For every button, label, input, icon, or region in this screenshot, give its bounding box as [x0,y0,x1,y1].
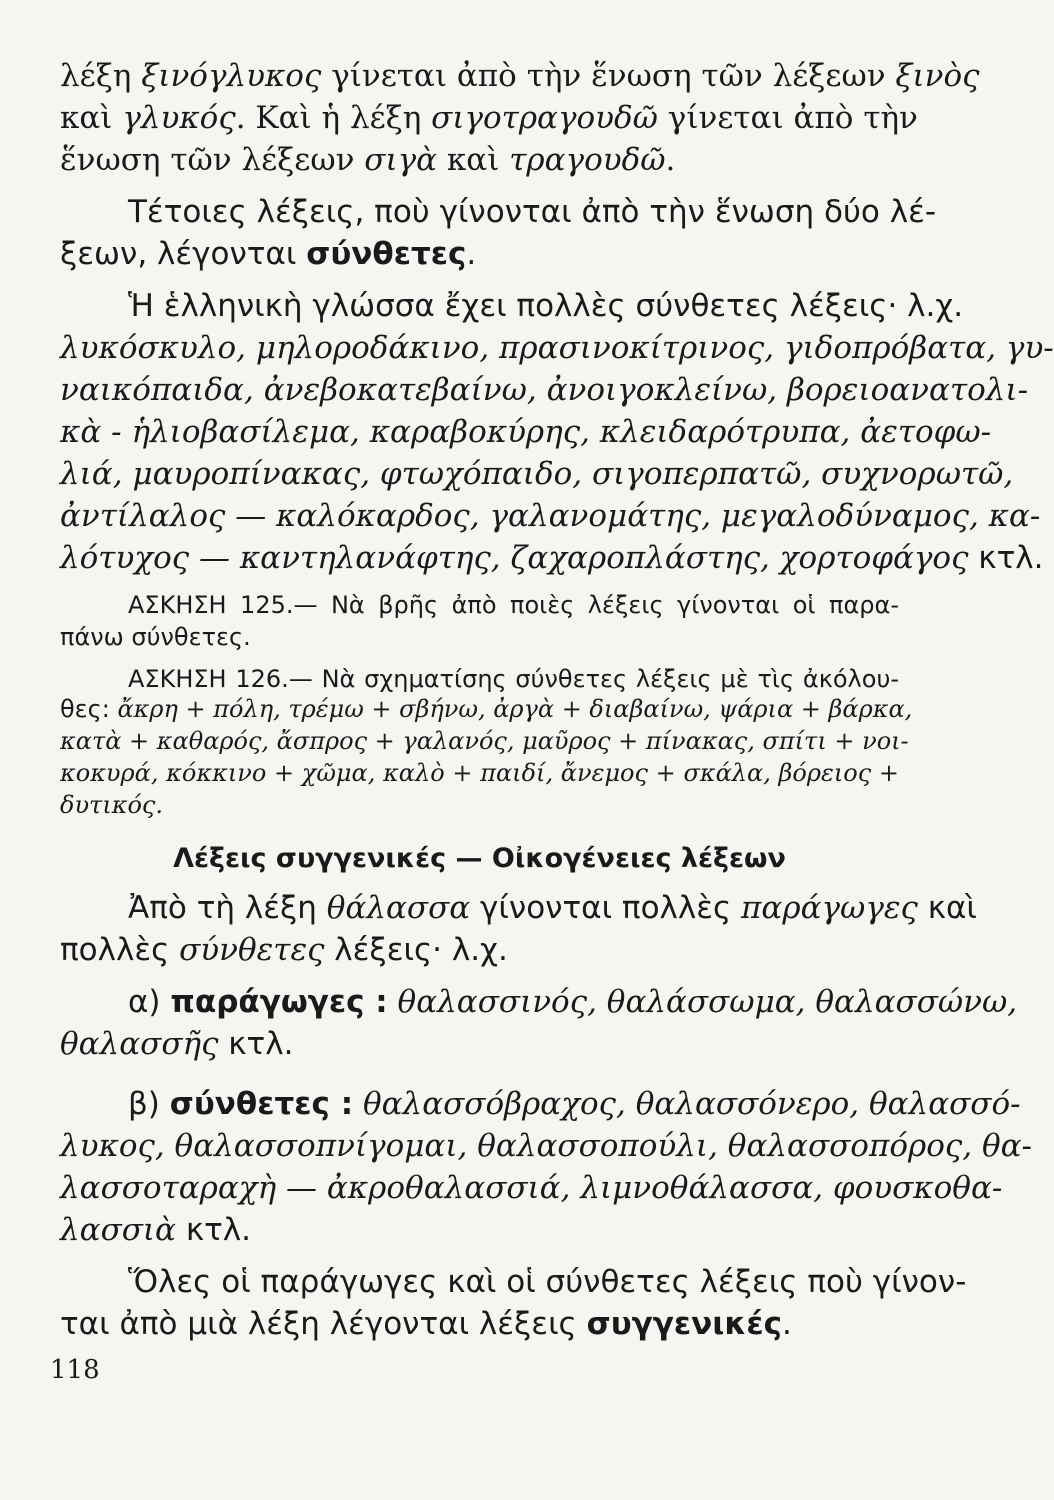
text-line: θαλασσῆς κτλ. [60,1026,294,1062]
text-line: κατὰ + καθαρός, ἄσπρος + γαλανός, μαῦρος + πίνακας, σπίτι + νοι- [60,727,909,755]
text-line: κοκυρά, κόκκινο + χῶμα, καλὸ + παιδί, ἄνεμος + σκάλα, βόρειος + [60,759,899,787]
exercise-126 [60,663,913,823]
text-line: ναικόπαιδα, ἀνεβοκατεβαίνω, ἀνοιγοκλείνω, βορειοανατολι- [60,372,1029,408]
paragraph-7 [60,1261,967,1345]
text-line: λιά, μαυροπίνακας, φτωχόπαιδο, σιγοπερπατῶ, συχνορωτῶ, [60,456,1014,492]
text-line: δυτικός. [60,791,163,819]
text-line: λυκόσκυλο, μηλοροδάκινο, πρασινοκίτρινος, γιδοπρόβατα, γυ- [60,330,1054,366]
text-line: κὰ - ἡλιοβασίλεμα, καραβοκύρης, κλειδαρότρυπα, ἀετοφω- [60,414,992,450]
text-line: λότυχος — καντηλανάφτης, ζαχαροπλάστης, χορτοφάγος κτλ. [60,540,1044,576]
text-line: ται ἀπὸ μιὰ λέξη λέγονται λέξεις συγγενικές. [60,1306,792,1342]
paragraph-6 [60,1083,1033,1251]
text-line: Ἡ ἑλληνικὴ γλώσσα ἔχει πολλὲς σύνθετες λέξεις· λ.χ. [128,288,964,324]
text-line: λασσιὰ κτλ. [60,1212,251,1248]
text-line: λυκος, θαλασσοπνίγομαι, θαλασσοπούλι, θαλασσοπόρος, θα- [60,1128,1033,1164]
text-line: θες: ἄκρη + πόλη, τρέμω + σβήνω, ἀργὰ + διαβαίνω, ψάρια + βάρκα, [60,695,913,723]
text-line: Ἀπὸ τὴ λέξη θάλασσα γίνονται πολλὲς παράγωγες καὶ [128,890,977,926]
page-number: 118 [50,1355,100,1385]
text-line: ΑΣΚΗΣΗ 125.— Νὰ βρῆς ἀπὸ ποιὲς λέξεις γίνονται οἱ παρα- [128,591,899,619]
text-line: λασσοταραχὴ — ἀκροθαλασσιά, λιμνοθάλασσα, φουσκοθα- [60,1170,1003,1206]
section-heading: Λέξεις συγγενικές — Οἰκογένειες λέξεων [173,843,786,874]
text-line: ΑΣΚΗΣΗ 126.— Νὰ σχηματίσης σύνθετες λέξεις μὲ τὶς ἀκόλου- [128,665,899,693]
text-line: πολλὲς σύνθετες λέξεις· λ.χ. [60,932,508,968]
text-line: λέξη ξινόγλυκος γίνεται ἀπὸ τὴν ἕνωση τῶν λέξεων ξινὸς [60,58,980,94]
text-line: καὶ γλυκός. Καὶ ἡ λέξη σιγοτραγουδῶ γίνεται ἀπὸ τὴν [60,100,918,136]
paragraph-1 [60,55,980,181]
text-line: πάνω σύνθετες. [60,623,251,651]
paragraph-3 [60,285,1054,579]
text-line: ξεων, λέγονται σύνθετες. [60,236,477,272]
exercise-125 [60,589,899,653]
text-line: α) παράγωγες : θαλασσινός, θαλάσσωμα, θαλασσώνω, [128,984,1018,1020]
text-line: ἕνωση τῶν λέξεων σιγὰ καὶ τραγουδῶ. [60,142,676,178]
paragraph-2 [60,191,937,275]
paragraph-4 [60,887,977,971]
text-line: Τέτοιες λέξεις, ποὺ γίνονται ἀπὸ τὴν ἕνωση δύο λέ- [128,194,937,230]
text-line: β) σύνθετες : θαλασσόβραχος, θαλασσόνερο, θαλασσό- [128,1086,1021,1122]
paragraph-5 [60,981,1018,1065]
text-line: ἀντίλαλος — καλόκαρδος, γαλανομάτης, μεγαλοδύναμος, κα- [60,498,1041,534]
text-line: Ὅλες οἱ παράγωγες καὶ οἱ σύνθετες λέξεις ποὺ γίνον- [128,1264,967,1300]
